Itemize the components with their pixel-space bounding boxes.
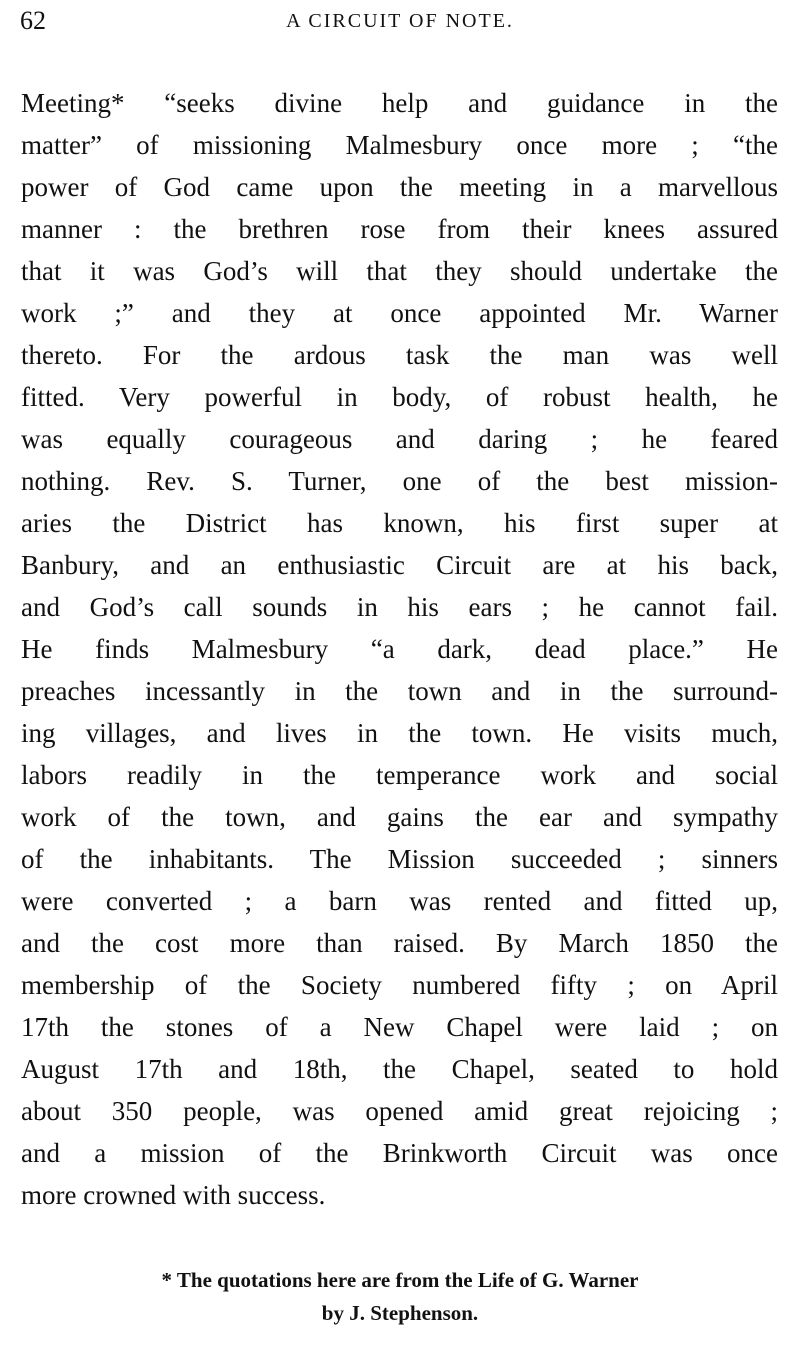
text-line: fitted. Very powerful in body, of robust health, he	[21, 382, 778, 412]
running-header	[20, 6, 780, 36]
text-line: labors readily in the temperance work and social	[21, 760, 778, 790]
text-line: and the cost more than raised. By March 1850 the	[21, 928, 778, 958]
text-line: work of the town, and gains the ear and sympathy	[21, 802, 778, 832]
footnote	[0, 1264, 800, 1330]
text-line: was equally courageous and daring ; he feared	[21, 424, 778, 454]
text-line: matter” of missioning Malmesbury once more ; “the	[21, 130, 778, 160]
footnote-line: by J. Stephenson.	[321, 1301, 479, 1325]
text-line: and a mission of the Brinkworth Circuit was once	[21, 1138, 778, 1168]
text-line: manner : the brethren rose from their knees assured	[21, 214, 778, 244]
body-text	[21, 82, 778, 1216]
text-line: membership of the Society numbered fifty ; on April	[21, 970, 778, 1000]
text-line: August 17th and 18th, the Chapel, seated to hold	[21, 1054, 778, 1084]
text-line: 17th the stones of a New Chapel were laid ; on	[21, 1012, 778, 1042]
text-line: about 350 people, was opened amid great rejoicing ;	[21, 1096, 778, 1126]
text-line: thereto. For the ardous task the man was well	[21, 340, 778, 370]
text-line: power of God came upon the meeting in a marvellous	[21, 172, 778, 202]
text-line: and God’s call sounds in his ears ; he cannot fail.	[21, 592, 778, 622]
text-line: of the inhabitants. The Mission succeeded ; sinners	[21, 844, 778, 874]
running-title: A CIRCUIT OF NOTE.	[286, 10, 514, 32]
text-line: more crowned with success.	[21, 1180, 326, 1210]
text-line: work ;” and they at once appointed Mr. Warner	[21, 298, 778, 328]
text-line: He finds Malmesbury “a dark, dead place.” He	[21, 634, 778, 664]
footnote-line: * The quotations here are from the Life of G. Warner	[161, 1268, 639, 1292]
text-line: Banbury, and an enthusiastic Circuit are at his back,	[21, 550, 778, 580]
text-line: that it was God’s will that they should undertake the	[21, 256, 778, 286]
text-line: Meeting* “seeks divine help and guidance in the	[21, 88, 778, 118]
text-line: aries the District has known, his first super at	[21, 508, 778, 538]
text-line: nothing. Rev. S. Turner, one of the best mission-	[21, 466, 778, 496]
text-line: ing villages, and lives in the town. He visits much,	[21, 718, 778, 748]
text-line: preaches incessantly in the town and in the surround-	[21, 676, 778, 706]
page-number: 62	[20, 6, 46, 35]
text-line: were converted ; a barn was rented and fitted up,	[21, 886, 778, 916]
